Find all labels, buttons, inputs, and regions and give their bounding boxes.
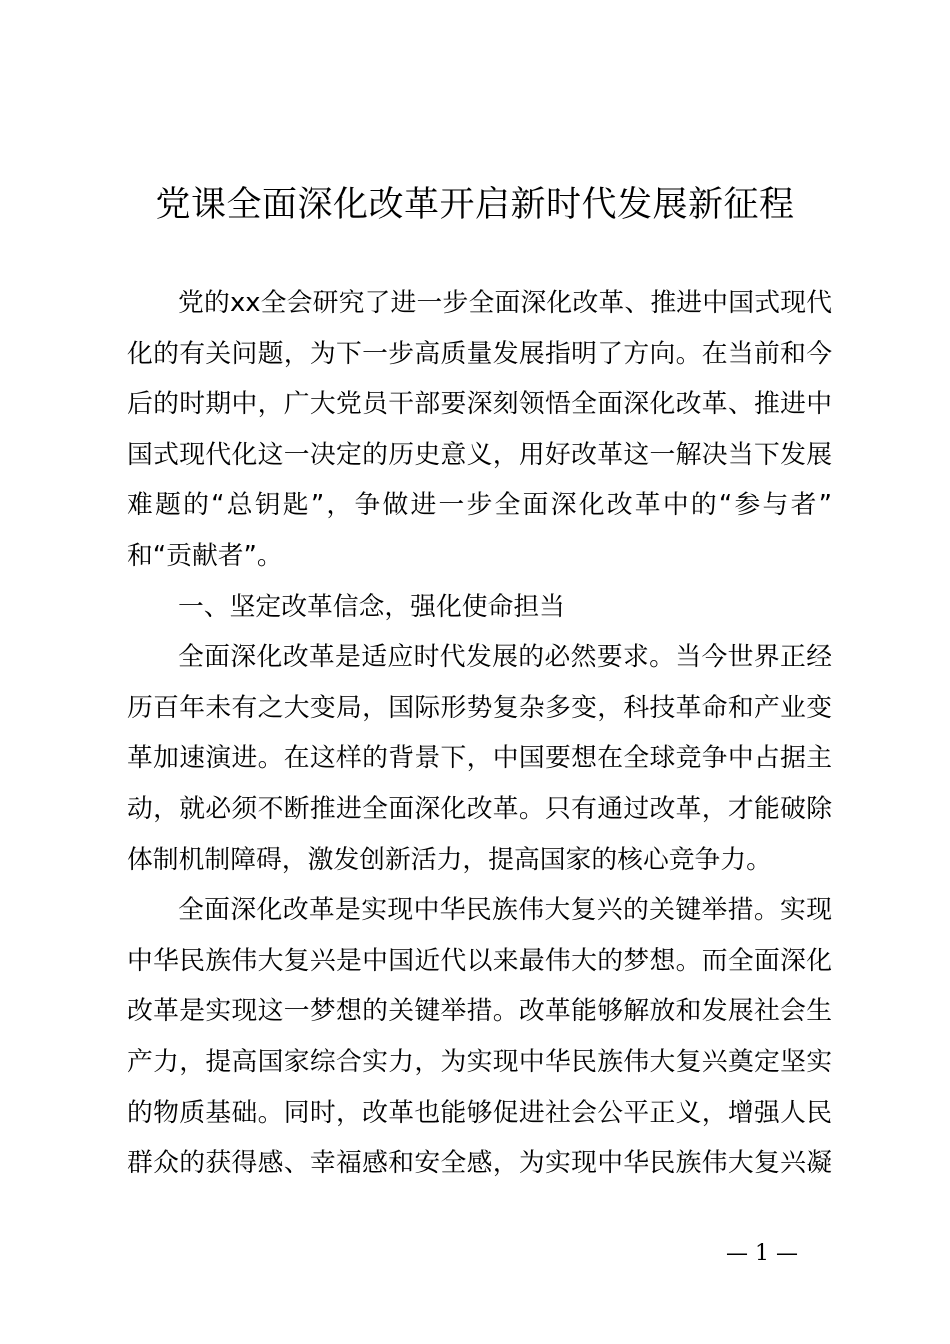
paragraph-line: 体制机制障碍，激发创新活力，提高国家的核心竞争力。 [127, 844, 772, 875]
paragraph-line: 全面深化改革是实现中华民族伟大复兴的关键举措。实现 [178, 895, 832, 926]
document-title: 党课全面深化改革开启新时代发展新征程 [155, 185, 795, 225]
paragraph-line: 化的有关问题，为下一步高质量发展指明了方向。在当前和今 [127, 338, 832, 369]
paragraph-line: 难题的“总钥匙”，争做进一步全面深化改革中的“参与者” [127, 490, 832, 521]
section-heading: 一、坚定改革信念，强化使命担当 [178, 591, 565, 622]
paragraph-line: 中华民族伟大复兴是中国近代以来最伟大的梦想。而全面深化 [127, 945, 832, 976]
paragraph-line: 产力，提高国家综合实力，为实现中华民族伟大复兴奠定坚实 [127, 1046, 832, 1077]
paragraph-line: 历百年未有之大变局，国际形势复杂多变，科技革命和产业变 [127, 692, 832, 723]
paragraph-line: 改革是实现这一梦想的关键举措。改革能够解放和发展社会生 [127, 996, 832, 1027]
paragraph-line: 群众的获得感、幸福感和安全感，为实现中华民族伟大复兴凝 [127, 1148, 832, 1179]
paragraph-line: 后的时期中，广大党员干部要深刻领悟全面深化改革、推进中 [127, 389, 832, 420]
paragraph-line: 全面深化改革是适应时代发展的必然要求。当今世界正经 [178, 642, 832, 673]
paragraph-line: 党的xx全会研究了进一步全面深化改革、推进中国式现代 [178, 288, 832, 318]
paragraph-line: 国式现代化这一决定的历史意义，用好改革这一解决当下发展 [127, 439, 832, 470]
page-number: — 1 — [726, 1241, 798, 1266]
paragraph-line: 革加速演进。在这样的背景下，中国要想在全球竞争中占据主 [127, 743, 832, 774]
paragraph-line: 和“贡献者”。 [127, 540, 283, 571]
paragraph-line: 的物质基础。同时，改革也能够促进社会公平正义，增强人民 [127, 1097, 832, 1128]
paragraph-line: 动，就必须不断推进全面深化改革。只有通过改革，才能破除 [127, 793, 832, 824]
document-body [127, 278, 832, 1189]
